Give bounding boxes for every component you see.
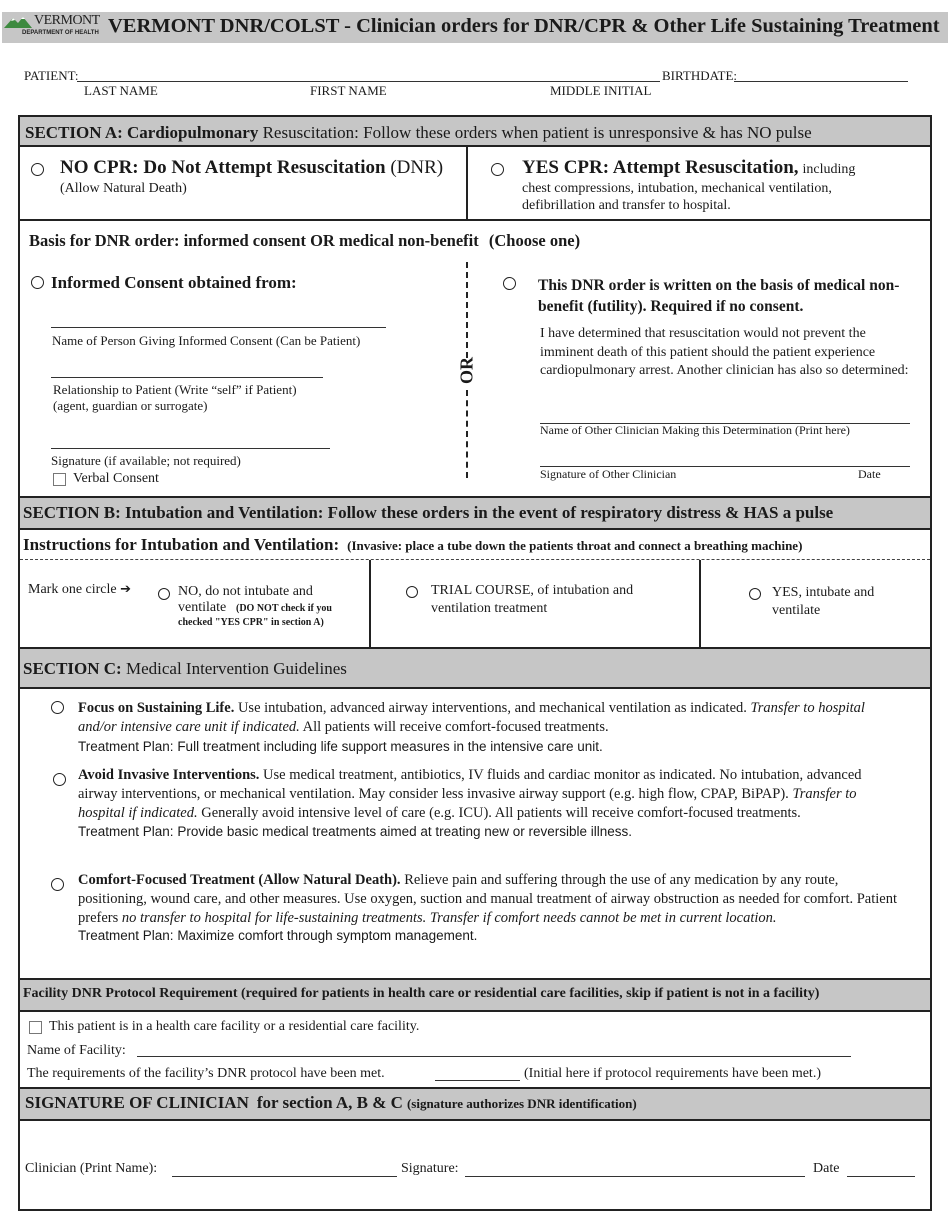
sustaining-life-radio[interactable] xyxy=(51,701,64,714)
intubate-no-label: NO, do not intubate and ventilate xyxy=(178,584,313,615)
clinician-date-label: Date xyxy=(813,1161,840,1176)
birthdate-label: BIRTHDATE: xyxy=(662,68,738,83)
sustaining-life-option xyxy=(78,699,900,756)
intubation-divider-1 xyxy=(369,560,371,648)
no-cpr-title xyxy=(60,157,443,179)
intubate-yes-label: YES, intubate and ventilate xyxy=(772,585,875,618)
arrow-right-icon: ➔ xyxy=(120,582,132,597)
vermont-logo xyxy=(4,13,102,41)
clinician-signature-line[interactable] xyxy=(465,1176,805,1177)
patient-name-line[interactable] xyxy=(77,81,660,82)
treatment-plan-label: Treatment Plan: xyxy=(78,739,174,754)
signature-title-bold: SIGNATURE OF CLINICIAN xyxy=(25,1093,249,1112)
avoid-invasive-radio[interactable] xyxy=(53,773,66,786)
facility-initial-line[interactable] xyxy=(435,1080,520,1081)
treatment-plan-label: Treatment Plan: xyxy=(78,928,174,944)
intubation-instructions-sub: (Invasive: place a tube down the patients throat and connect a breathing machine) xyxy=(347,538,803,553)
basis-title-text: Basis for DNR order: informed consent OR medical non-benefit xyxy=(29,231,479,250)
sustaining-life-text: Use intubation, advanced airway interventions, and mechanical ventilation as indicated. xyxy=(237,700,747,716)
informed-consent-title: Informed Consent obtained from: xyxy=(51,273,297,292)
consent-signature-label: Signature (if available; not required) xyxy=(51,453,241,468)
facility-name-label: Name of Facility: xyxy=(27,1043,126,1058)
cpr-row-bottom xyxy=(20,219,930,221)
mountain-icon xyxy=(4,15,32,29)
cpr-row-divider xyxy=(466,147,468,220)
consent-person-label: Name of Person Giving Informed Consent (Can be Patient) xyxy=(52,333,361,348)
sustaining-life-italic: Transfer to hospital and/or intensive care unit if indicated. xyxy=(78,700,865,735)
consent-signature-line[interactable] xyxy=(51,448,330,449)
no-cpr-radio[interactable] xyxy=(31,163,44,176)
or-label: OR xyxy=(456,357,477,384)
clinician-date-line[interactable] xyxy=(847,1176,915,1177)
avoid-invasive-plan: Provide basic medical treatments aimed at treating new or reversible illness. xyxy=(177,824,633,840)
avoid-invasive-option xyxy=(78,766,900,842)
intubation-divider-2 xyxy=(699,560,701,648)
intubate-no-note: (DO NOT check if you checked "YES CPR" in section A) xyxy=(178,603,332,628)
intubate-trial-radio[interactable] xyxy=(406,586,418,598)
clinician-print-label: Clinician (Print Name): xyxy=(25,1161,158,1176)
no-cpr-abbr: (DNR) xyxy=(390,157,444,178)
signature-title-rest: for section A, B & C xyxy=(256,1093,403,1112)
clinician-signature-label: Signature: xyxy=(401,1161,459,1176)
logo-subtext: DEPARTMENT OF HEALTH xyxy=(22,30,99,36)
avoid-invasive-title: Avoid Invasive Interventions. xyxy=(78,767,260,783)
mark-one-label xyxy=(28,582,131,598)
intubate-yes-radio[interactable] xyxy=(749,588,761,600)
intubate-trial-label: TRIAL COURSE, of intubation and ventilation treatment xyxy=(431,583,634,616)
section-a-title-rest: Resuscitation: Follow these orders when patient is unresponsive & has NO pulse xyxy=(262,123,812,142)
signature-title xyxy=(25,1093,637,1113)
last-name-label: LAST NAME xyxy=(84,83,158,98)
no-cpr-title-text: NO CPR: Do Not Attempt Resuscitation xyxy=(60,157,386,178)
or-divider-bottom xyxy=(466,390,468,478)
consent-person-line[interactable] xyxy=(51,327,386,328)
page-title: VERMONT DNR/COLST - Clinician orders for DNR/CPR & Other Life Sustaining Treatment xyxy=(108,15,940,37)
section-c-title xyxy=(23,659,347,679)
facility-checkbox[interactable] xyxy=(29,1021,42,1034)
comfort-focused-text: Relieve pain and suffering through the use of any medication by any route, positioning, wound care, and other measures. Use oxygen, suction and manual treatment of airway obstruction as needed for comfort. Patient prefers xyxy=(78,872,898,926)
nonbenefit-title: This DNR order is written on the basis of medical non-benefit (futility). Required if no consent. xyxy=(538,277,900,315)
other-clinician-name-label: Name of Other Clinician Making this Determination (Print here) xyxy=(540,423,850,437)
intubate-no-radio[interactable] xyxy=(158,588,170,600)
verbal-consent-label: Verbal Consent xyxy=(73,471,159,486)
comfort-focused-title: Comfort-Focused Treatment (Allow Natural Death). xyxy=(78,872,401,888)
intubation-instructions-title: Instructions for Intubation and Ventilation: xyxy=(23,535,340,554)
basis-choose: (Choose one) xyxy=(488,231,581,250)
basis-title xyxy=(29,231,580,251)
other-clinician-sig-label: Signature of Other Clinician xyxy=(540,467,677,481)
comfort-focused-radio[interactable] xyxy=(51,878,64,891)
sustaining-life-plan: Full treatment including life support measures in the intensive care unit. xyxy=(177,739,603,754)
nonbenefit-radio[interactable] xyxy=(503,277,516,290)
logo-text: VERMONT xyxy=(34,13,100,28)
or-divider-top xyxy=(466,262,468,358)
avoid-invasive-text: Use medical treatment, antibiotics, IV fluids and cardiac monitor as indicated. No intubation, advanced airway interventions, or mechanical ventilation. May consider less invasive airway support (e.g. high flow, CPAP, BiPAP). xyxy=(78,767,862,802)
section-a-title-bold: SECTION A: Cardiopulmonary xyxy=(25,123,259,142)
relationship-line[interactable] xyxy=(51,377,323,378)
comfort-focused-plan: Maximize comfort through symptom management. xyxy=(177,928,478,944)
intubation-instructions xyxy=(23,535,802,555)
nonbenefit-text: I have determined that resuscitation would not prevent the imminent death of this patient should the patient experience cardiopulmonary arrest. Another clinician has also so determined: xyxy=(540,326,909,378)
signature-title-note: (signature authorizes DNR identification) xyxy=(406,1096,637,1111)
clinician-print-line[interactable] xyxy=(172,1176,397,1177)
verbal-consent-checkbox[interactable] xyxy=(53,473,66,486)
avoid-invasive-italic: Transfer to hospital if indicated. xyxy=(78,785,857,821)
other-clinician-date-label: Date xyxy=(858,467,881,481)
sustaining-life-text2: All patients will receive comfort-focused treatments. xyxy=(302,719,609,735)
no-cpr-sub: (Allow Natural Death) xyxy=(60,181,187,196)
treatment-plan-label: Treatment Plan: xyxy=(78,824,174,840)
informed-consent-radio[interactable] xyxy=(31,276,44,289)
avoid-invasive-text2: Generally avoid intensive level of care (e.g. ICU). All patients will receive comfort-focused treatments. xyxy=(201,804,801,821)
comfort-focused-italic: no transfer to hospital for life-sustaining treatments. Transfer if comfort needs cannot be met in current location. xyxy=(121,909,777,926)
first-name-label: FIRST NAME xyxy=(310,83,387,98)
comfort-focused-option xyxy=(78,871,900,946)
middle-initial-label: MIDDLE INITIAL xyxy=(550,83,652,98)
sustaining-life-title: Focus on Sustaining Life. xyxy=(78,700,235,716)
facility-title: Facility DNR Protocol Requirement (required for patients in health care or residential care facilities, skip if patient is not in a facility) xyxy=(23,986,820,1001)
facility-requirements: The requirements of the facility’s DNR protocol have been met. xyxy=(27,1066,385,1081)
relationship-label: Relationship to Patient (Write “self” if Patient) xyxy=(53,382,297,397)
facility-initial-note: (Initial here if protocol requirements have been met.) xyxy=(524,1066,821,1081)
section-b-title: SECTION B: Intubation and Ventilation: Follow these orders in the event of respiratory distress & HAS a pulse xyxy=(23,503,834,522)
facility-checkbox-label: This patient is in a health care facility or a residential care facility. xyxy=(49,1019,420,1034)
relationship-sub: (agent, guardian or surrogate) xyxy=(53,398,208,413)
section-c-title-bold: SECTION C: xyxy=(23,659,122,678)
section-a-title xyxy=(25,123,812,143)
yes-cpr-title-text: YES CPR: Attempt Resuscitation, xyxy=(522,157,799,178)
section-c-title-rest: Medical Intervention Guidelines xyxy=(125,659,347,678)
patient-label: PATIENT: xyxy=(24,68,79,83)
facility-name-line[interactable] xyxy=(137,1056,851,1057)
mark-one-text: Mark one circle xyxy=(28,582,117,597)
intubation-dashed-line xyxy=(20,559,930,560)
yes-cpr-radio[interactable] xyxy=(491,163,504,176)
yes-cpr-title xyxy=(522,157,855,179)
yes-cpr-desc: chest compressions, intubation, mechanical ventilation, defibrillation and transfer to hospital. xyxy=(522,181,832,213)
birthdate-line[interactable] xyxy=(734,81,908,82)
yes-cpr-including: including xyxy=(802,162,856,177)
